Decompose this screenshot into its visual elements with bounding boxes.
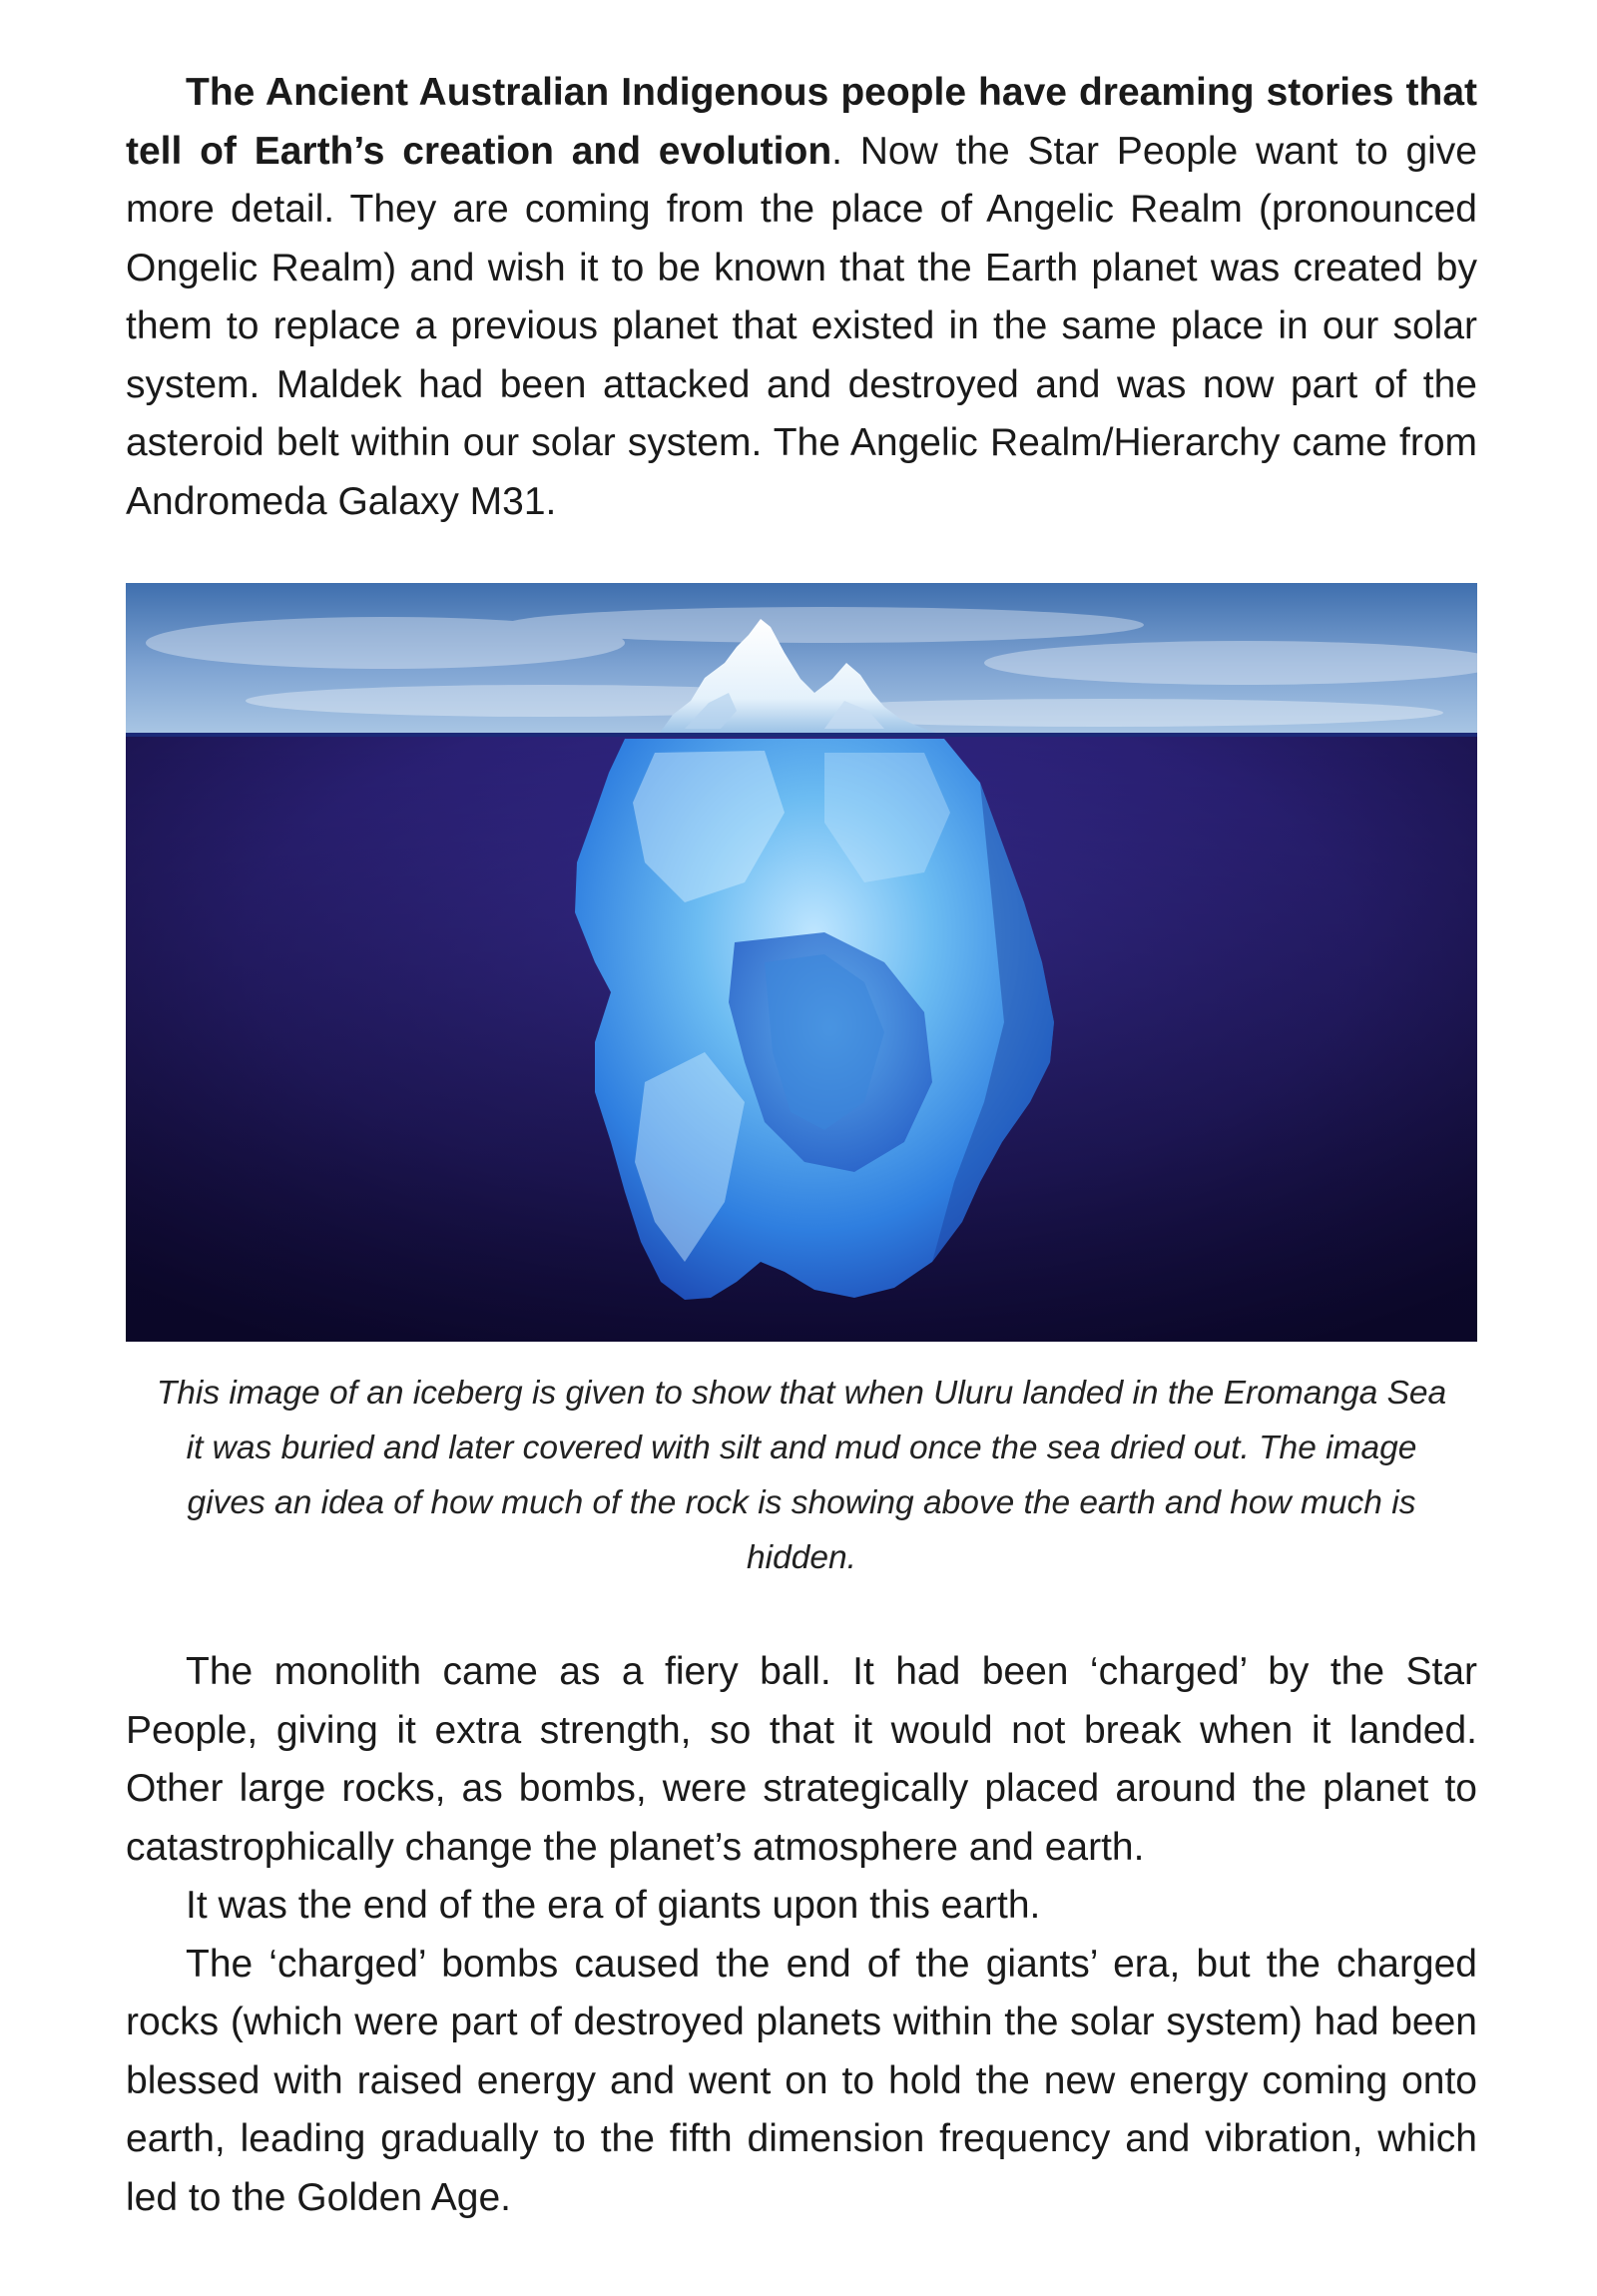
iceberg-illustration <box>126 583 1477 1342</box>
intro-section <box>126 64 1477 531</box>
body-paragraph-1: The monolith came as a fiery ball. It had been ‘charged’ by the Star People, giving it extra strength, so that it would not break when it landed. Other large rocks, as bombs, were strategically placed around the planet to catastrophically change the planet’s atmosphere and earth. <box>126 1650 1477 1869</box>
body-section <box>126 1643 1477 2227</box>
figure-caption: This image of an iceberg is given to show that when Uluru landed in the Eromanga Sea it was buried and later covered with silt and mud once the sea dried out. The image gives an idea of how much of the rock is showing above the earth and how much is hidden. <box>156 1375 1447 1576</box>
iceberg-image <box>126 583 1477 1342</box>
intro-paragraph <box>126 64 1477 531</box>
intro-rest: . Now the Star People want to give more detail. They are coming from the place of Angelic Realm (pronounced Ongelic Realm) and wish it to be known that the Earth planet was created by them to replace a previous planet that existed in the same place in our solar system. Maldek had been attacked and destroyed and was now part of the asteroid belt within our solar system. The Angelic Realm/Hierarchy came from Andromeda Galaxy M31. <box>126 129 1477 523</box>
body-paragraph-2: It was the end of the era of giants upon this earth. <box>186 1884 1041 1927</box>
intro-bold-lead: The Ancient Australian Indigenous people have dreaming stories that tell of Earth’s creation and evolution <box>126 71 1477 173</box>
body-paragraph-3: The ‘charged’ bombs caused the end of the giants’ era, but the charged rocks (which were part of destroyed planets within the solar system) had been blessed with raised energy and went on to hold the new energy coming onto earth, leading gradually to the fifth dimension frequency and vibration, which led to the Golden Age. <box>126 1942 1477 2219</box>
